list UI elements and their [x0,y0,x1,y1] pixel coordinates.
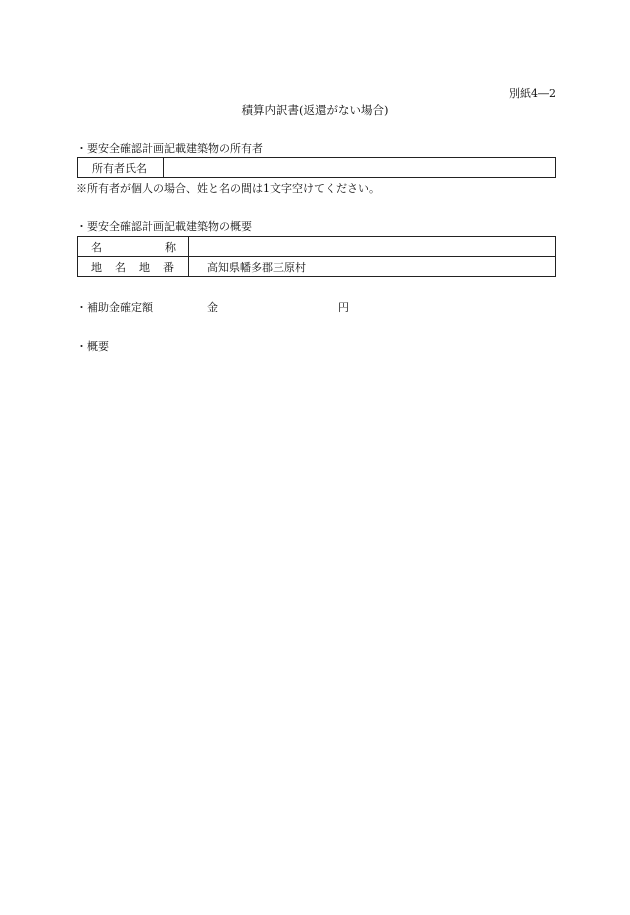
building-name-label-char: 称 [165,240,176,254]
subsidy-amount-unit: 円 [338,301,349,314]
building-address-label-char: 地 [91,260,102,274]
building-address-row [78,257,556,277]
building-address-label-char: 地 [139,260,150,274]
subsidy-amount-label: ・補助金確定額 [76,301,153,314]
building-address-label-char: 番 [163,260,174,274]
subsidy-amount-row [76,299,366,315]
building-address-field[interactable]: 高知県幡多郡三原村 [189,257,556,277]
owner-table [77,157,556,178]
owner-row [78,158,556,178]
building-table [77,236,556,277]
owner-section-heading: ・要安全確認計画記載建築物の所有者 [76,142,263,155]
owner-name-note: ※所有者が個人の場合、姓と名の間は1文字空けてください。 [76,182,380,195]
subsidy-amount-prefix: 金 [207,301,218,314]
building-name-row [78,237,556,257]
overview-heading: ・概要 [76,340,109,353]
building-address-label-char: 名 [115,260,126,274]
attachment-number: 別紙4―2 [509,87,556,100]
building-address-label [78,257,189,277]
building-name-label [78,237,189,257]
document-title: 積算内訳書(返還がない場合) [241,103,389,117]
building-name-label-char: 名 [91,240,102,254]
building-section-heading: ・要安全確認計画記載建築物の概要 [76,220,252,233]
building-name-field[interactable] [189,237,556,257]
owner-name-label: 所有者氏名 [78,158,164,178]
owner-name-field[interactable] [164,158,556,178]
